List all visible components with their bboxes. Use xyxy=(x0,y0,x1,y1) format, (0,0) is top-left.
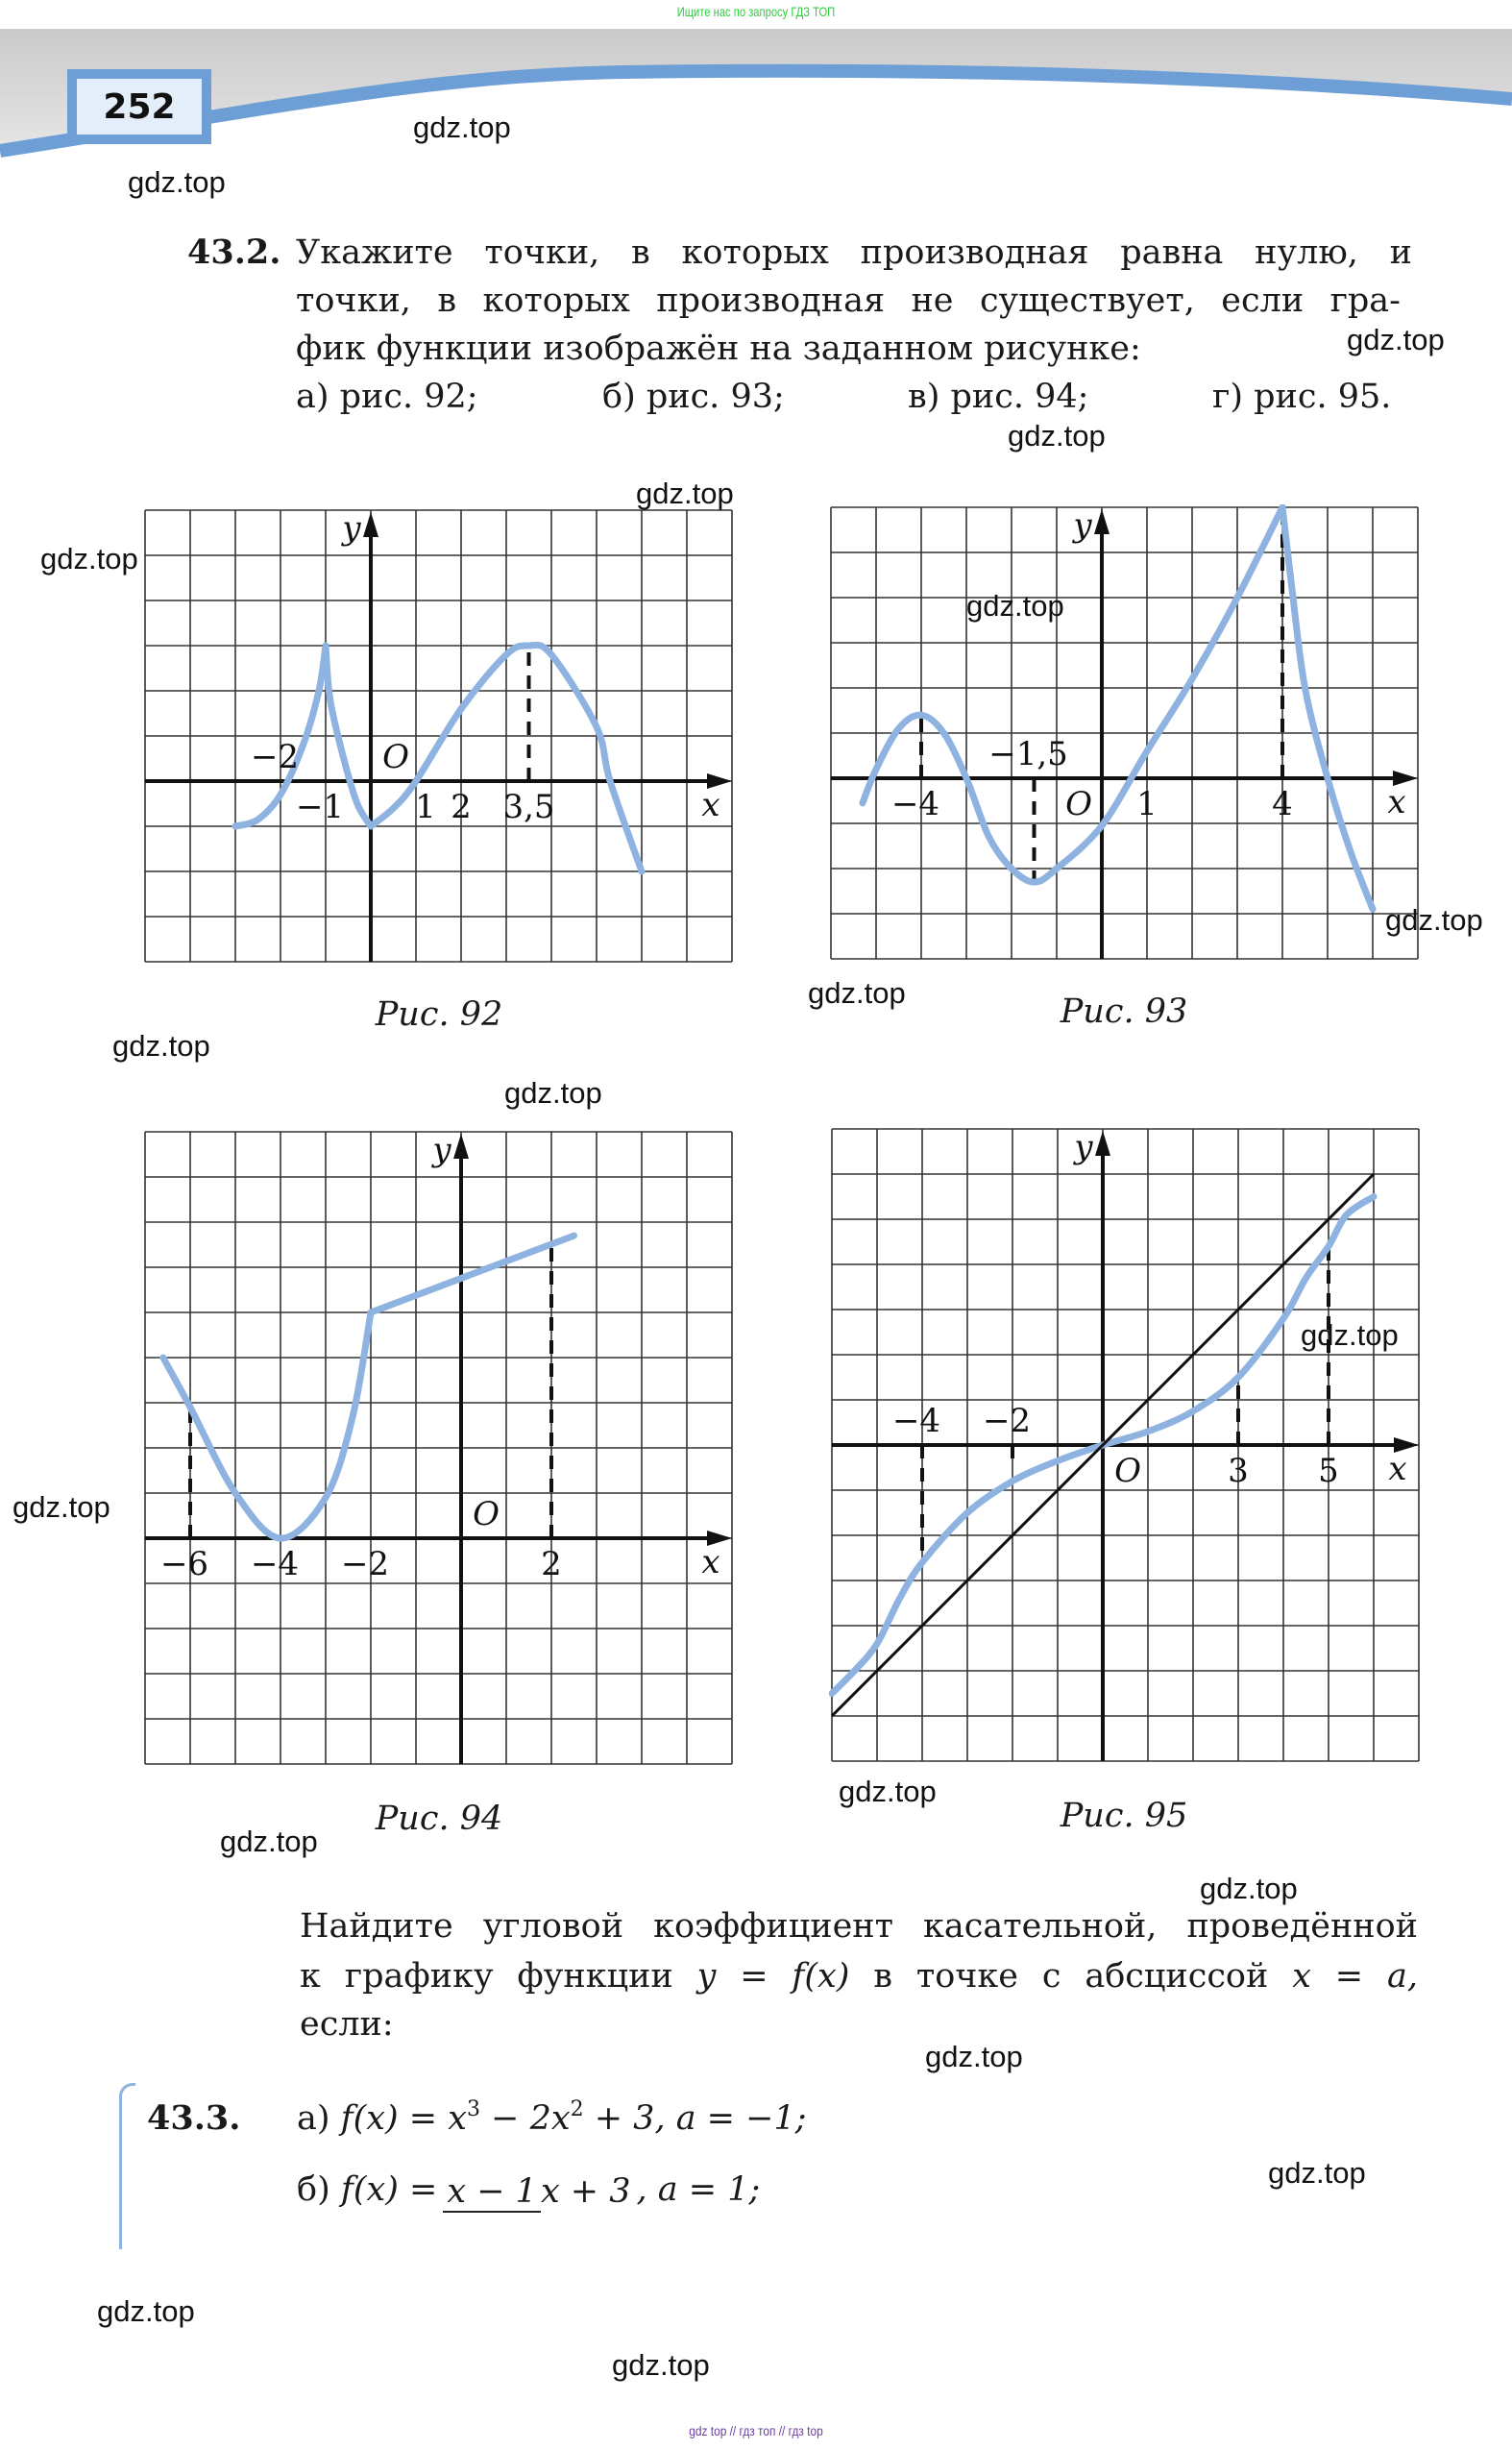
intro-text-line: если: xyxy=(300,2005,394,2044)
tick-label: 5 xyxy=(1318,1452,1339,1490)
problem-item-b: б) рис. 93; xyxy=(602,378,785,416)
watermark: gdz.top xyxy=(966,589,1064,623)
intro-text-line xyxy=(300,1955,1418,1997)
caption-fig-93: Рис. 93 xyxy=(1060,992,1188,1031)
tick-label: −6 xyxy=(159,1545,209,1583)
intro-math: y = f(x) xyxy=(696,1957,850,1996)
watermark: gdz.top xyxy=(128,165,226,199)
x-axis-label: x xyxy=(701,1543,720,1581)
item-prefix: а) xyxy=(297,2099,330,2138)
exponent: 2 xyxy=(570,2097,584,2121)
y-axis-label: y xyxy=(1073,506,1092,545)
tick-label: −4 xyxy=(891,1402,941,1440)
y-axis-label: y xyxy=(1074,1128,1093,1166)
formula-part: f(x) = x xyxy=(340,2099,467,2138)
watermark: gdz.top xyxy=(839,1775,937,1808)
watermark: gdz.top xyxy=(40,542,138,576)
exercise-bracket xyxy=(119,2083,135,2249)
tick-label: 3 xyxy=(1228,1452,1249,1490)
denominator: x + 3 xyxy=(540,2171,631,2211)
formula-part: f(x) = xyxy=(340,2170,438,2209)
fraction xyxy=(443,2147,630,2236)
problem-text-line: точки, в которых производная не существует, если гра- xyxy=(296,282,1401,320)
x-axis-label: x xyxy=(1388,1450,1407,1488)
tick-label: 1 xyxy=(1136,785,1158,823)
x-axis-label: x xyxy=(1387,783,1406,821)
origin-label: O xyxy=(1065,785,1092,823)
watermark: gdz.top xyxy=(220,1825,318,1858)
tick-label: 2 xyxy=(451,788,472,826)
problem-text-line: Укажите точки, в которых производная равна нулю, и xyxy=(296,233,1412,272)
tick-label: −4 xyxy=(890,785,940,823)
watermark: gdz.top xyxy=(1385,903,1483,937)
watermark: gdz.top xyxy=(925,2040,1023,2073)
origin-label: O xyxy=(1114,1452,1141,1490)
watermark: gdz.top xyxy=(1301,1318,1399,1352)
caption-fig-94: Рис. 94 xyxy=(375,1800,503,1838)
page-number: 252 xyxy=(103,86,176,127)
tick-label: −2 xyxy=(340,1545,390,1583)
x-axis-label: x xyxy=(701,786,720,824)
exponent: 3 xyxy=(467,2097,480,2121)
tick-label: 1 xyxy=(415,788,436,826)
tick-label: 4 xyxy=(1272,785,1293,823)
page-number-box xyxy=(67,69,211,144)
watermark: gdz.top xyxy=(1347,323,1445,356)
watermark: gdz.top xyxy=(808,976,906,1010)
watermark: gdz.top xyxy=(12,1490,110,1524)
formula-part: , a = 1; xyxy=(636,2170,761,2209)
problem-text-line: фик функции изображён на заданном рисунке: xyxy=(296,330,1141,368)
problem-number: 43.3. xyxy=(147,2098,241,2138)
intro-text-line: Найдите угловой коэффициент касательной, проведённой xyxy=(300,1907,1418,1946)
chart-fig-92 xyxy=(142,507,735,965)
watermark: gdz.top xyxy=(97,2294,195,2328)
origin-label: O xyxy=(382,738,409,776)
watermark: gdz.top xyxy=(1200,1872,1298,1905)
caption-fig-95: Рис. 95 xyxy=(1060,1797,1188,1835)
tick-label: −1 xyxy=(295,788,345,826)
intro-text: к графику функции xyxy=(300,1957,673,1996)
caption-fig-92: Рис. 92 xyxy=(375,995,503,1034)
formula-part: − 2x xyxy=(480,2099,571,2138)
numerator: x − 1 xyxy=(443,2172,541,2213)
intro-text: в точке с абсциссой xyxy=(873,1957,1269,1996)
tick-label: 3,5 xyxy=(502,788,555,826)
watermark: gdz.top xyxy=(1008,419,1106,453)
header-band xyxy=(0,29,1512,221)
footer-links: gdz top // гдз топ // гдз top xyxy=(689,2423,823,2438)
problem-item-a xyxy=(297,2097,807,2140)
watermark: gdz.top xyxy=(612,2348,710,2382)
y-axis-label: y xyxy=(342,509,361,548)
watermark: gdz.top xyxy=(413,110,511,144)
origin-label: O xyxy=(473,1495,500,1533)
watermark: gdz.top xyxy=(112,1029,210,1063)
tick-label: −2 xyxy=(982,1402,1032,1440)
intro-math: x = a, xyxy=(1292,1957,1418,1996)
tick-label: 2 xyxy=(541,1545,562,1583)
search-banner: Ищите нас по запросу ГДЗ ТОП xyxy=(676,4,836,19)
problem-item-a: а) рис. 92; xyxy=(296,378,478,416)
chart-fig-93 xyxy=(828,504,1421,962)
y-axis-label: y xyxy=(432,1131,451,1169)
watermark: gdz.top xyxy=(504,1076,602,1110)
item-prefix: б) xyxy=(297,2170,330,2209)
chart-fig-94 xyxy=(142,1129,735,1767)
formula-part: + 3, a = −1; xyxy=(583,2099,807,2138)
tick-label: −4 xyxy=(250,1545,300,1583)
chart-fig-95 xyxy=(829,1126,1422,1764)
watermark: gdz.top xyxy=(636,477,734,510)
problem-item-b xyxy=(297,2145,760,2236)
tick-label: −2 xyxy=(250,738,300,776)
watermark: gdz.top xyxy=(1268,2156,1366,2190)
problem-number: 43.2. xyxy=(187,233,281,272)
problem-item-d: г) рис. 95. xyxy=(1212,378,1392,416)
tick-label: −1,5 xyxy=(988,735,1068,773)
problem-item-c: в) рис. 94; xyxy=(908,378,1089,416)
